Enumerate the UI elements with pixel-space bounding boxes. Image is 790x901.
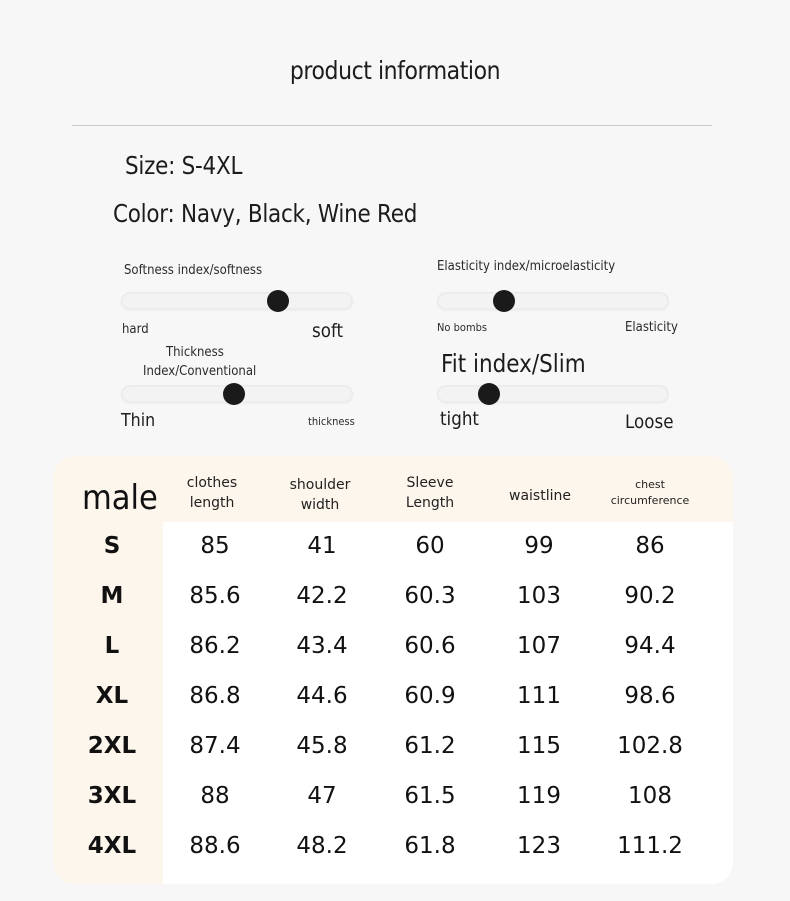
table-cell: 41 bbox=[307, 533, 337, 559]
size-spec: Size: S-4XL bbox=[125, 151, 243, 180]
fit-max-label: Loose bbox=[625, 411, 674, 433]
softness-max-label: soft bbox=[312, 320, 344, 342]
table-cell: 44.6 bbox=[296, 683, 348, 709]
table-cell: 86.2 bbox=[189, 633, 241, 659]
color-spec: Color: Navy, Black, Wine Red bbox=[113, 199, 418, 228]
header-line: chest bbox=[635, 478, 665, 491]
table-cell: 111 bbox=[517, 683, 561, 709]
table-size-column-band bbox=[53, 456, 163, 884]
table-cell: 88.6 bbox=[189, 833, 241, 859]
row-size-label: M bbox=[100, 583, 124, 609]
row-size-label: 2XL bbox=[87, 733, 137, 759]
table-cell: 99 bbox=[524, 533, 554, 559]
column-header-waistline bbox=[499, 486, 581, 506]
table-cell: 103 bbox=[517, 583, 561, 609]
softness-knob bbox=[267, 290, 289, 312]
header-line: shoulder bbox=[289, 477, 351, 493]
softness-min-label: hard bbox=[122, 322, 149, 337]
table-cell: 119 bbox=[517, 783, 561, 809]
size-table bbox=[53, 456, 733, 884]
title-divider bbox=[72, 125, 712, 126]
table-cell: 98.6 bbox=[624, 683, 676, 709]
table-cell: 86 bbox=[635, 533, 665, 559]
table-cell: 102.8 bbox=[617, 733, 683, 759]
table-cell: 108 bbox=[628, 783, 672, 809]
table-cell: 61.8 bbox=[404, 833, 456, 859]
table-cell: 85.6 bbox=[189, 583, 241, 609]
table-cell: 87.4 bbox=[189, 733, 241, 759]
column-header-chest-circumference bbox=[600, 477, 700, 509]
table-cell: 94.4 bbox=[624, 633, 676, 659]
softness-label: Softness index/softness bbox=[124, 263, 263, 278]
page-title: product information bbox=[289, 56, 501, 85]
elasticity-knob bbox=[493, 290, 515, 312]
thickness-track bbox=[121, 385, 353, 403]
table-corner-label: male bbox=[82, 478, 158, 518]
thickness-min-label: Thin bbox=[121, 410, 156, 431]
table-cell: 86.8 bbox=[189, 683, 241, 709]
header-line: Length bbox=[405, 495, 455, 511]
header-line: length bbox=[189, 495, 235, 511]
table-cell: 43.4 bbox=[296, 633, 348, 659]
table-cell: 107 bbox=[517, 633, 561, 659]
table-cell: 42.2 bbox=[296, 583, 348, 609]
row-size-label: L bbox=[104, 633, 120, 659]
table-cell: 115 bbox=[517, 733, 561, 759]
header-line: width bbox=[300, 497, 340, 513]
table-cell: 123 bbox=[517, 833, 561, 859]
header-line: clothes bbox=[186, 475, 238, 491]
table-cell: 85 bbox=[200, 533, 230, 559]
header-line: Sleeve bbox=[406, 475, 454, 491]
row-size-label: 3XL bbox=[87, 783, 137, 809]
thickness-max-label: thickness bbox=[308, 415, 355, 428]
table-cell: 60.6 bbox=[404, 633, 456, 659]
row-size-label: 4XL bbox=[87, 833, 137, 859]
elasticity-max-label: Elasticity bbox=[625, 320, 678, 335]
header-line: waistline bbox=[509, 488, 571, 504]
table-cell: 60.9 bbox=[404, 683, 456, 709]
softness-track bbox=[121, 292, 353, 310]
elasticity-min-label: No bombs bbox=[437, 321, 488, 334]
thickness-label-line2: Index/Conventional bbox=[143, 364, 257, 379]
table-cell: 111.2 bbox=[617, 833, 683, 859]
column-header-clothes-length bbox=[171, 473, 253, 513]
table-cell: 47 bbox=[307, 783, 337, 809]
table-cell: 90.2 bbox=[624, 583, 676, 609]
thickness-knob bbox=[223, 383, 245, 405]
column-header-sleeve-length bbox=[387, 473, 473, 513]
table-cell: 48.2 bbox=[296, 833, 348, 859]
table-cell: 60 bbox=[415, 533, 445, 559]
elasticity-label: Elasticity index/microelasticity bbox=[437, 259, 616, 274]
fit-label: Fit index/Slim bbox=[441, 349, 586, 378]
elasticity-track bbox=[437, 292, 669, 310]
table-cell: 88 bbox=[200, 783, 230, 809]
row-size-label: S bbox=[103, 533, 121, 559]
column-header-shoulder-width bbox=[279, 475, 361, 515]
fit-min-label: tight bbox=[440, 408, 479, 430]
row-size-label: XL bbox=[95, 683, 129, 709]
table-cell: 45.8 bbox=[296, 733, 348, 759]
fit-track bbox=[437, 385, 669, 403]
table-cell: 61.5 bbox=[404, 783, 456, 809]
header-line: circumference bbox=[610, 494, 690, 507]
table-cell: 60.3 bbox=[404, 583, 456, 609]
table-cell: 61.2 bbox=[404, 733, 456, 759]
fit-knob bbox=[478, 383, 500, 405]
thickness-label-line1: Thickness bbox=[166, 345, 224, 360]
